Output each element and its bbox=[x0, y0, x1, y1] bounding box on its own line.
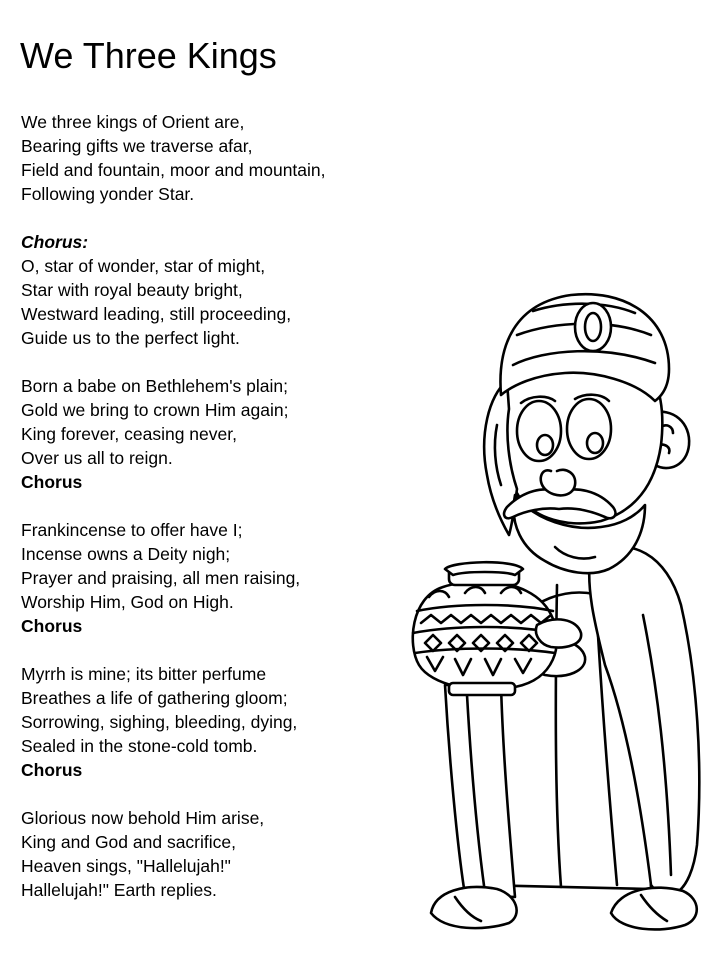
stanza-4 bbox=[21, 662, 326, 782]
turban-jewel-inner bbox=[585, 313, 601, 341]
lyric-line: Worship Him, God on High. bbox=[21, 592, 234, 612]
chorus-label: Chorus: bbox=[21, 232, 89, 252]
left-foot bbox=[431, 887, 517, 928]
stanza-5 bbox=[21, 806, 326, 902]
chorus-ref: Chorus bbox=[21, 760, 83, 780]
lyric-line: Guide us to the perfect light. bbox=[21, 328, 240, 348]
nose bbox=[541, 470, 575, 496]
lyric-line: Sealed in the stone-cold tomb. bbox=[21, 736, 258, 756]
page-title: We Three Kings bbox=[20, 35, 277, 76]
lyric-line: Field and fountain, moor and mountain, bbox=[21, 160, 326, 180]
left-pupil bbox=[537, 435, 553, 455]
lyric-line: O, star of wonder, star of might, bbox=[21, 256, 266, 276]
lyric-line: Gold we bring to crown Him again; bbox=[21, 400, 289, 420]
lyric-line: Heaven sings, "Hallelujah!" bbox=[21, 856, 231, 876]
stanza-2 bbox=[21, 374, 326, 494]
lyric-line: Sorrowing, sighing, bleeding, dying, bbox=[21, 712, 298, 732]
lyric-line: Star with royal beauty bright, bbox=[21, 280, 243, 300]
lyric-line: Over us all to reign. bbox=[21, 448, 173, 468]
chorus-ref: Chorus bbox=[21, 616, 83, 636]
lyric-line: Incense owns a Deity nigh; bbox=[21, 544, 231, 564]
stanza-1 bbox=[21, 110, 326, 206]
lyrics bbox=[21, 110, 326, 926]
stanza-3 bbox=[21, 518, 326, 638]
lyric-line: Following yonder Star. bbox=[21, 184, 195, 204]
lyric-line: We three kings of Orient are, bbox=[21, 112, 245, 132]
left-hand bbox=[536, 619, 581, 647]
lyric-line: Breathes a life of gathering gloom; bbox=[21, 688, 288, 708]
lyric-line: King forever, ceasing never, bbox=[21, 424, 237, 444]
king-holding-jar-icon bbox=[405, 285, 715, 935]
lyric-line: Glorious now behold Him arise, bbox=[21, 808, 265, 828]
jar-base bbox=[449, 683, 515, 695]
right-foot bbox=[611, 888, 697, 930]
lyric-line: Frankincense to offer have I; bbox=[21, 520, 243, 540]
right-pupil bbox=[587, 433, 603, 453]
stanza-chorus bbox=[21, 230, 326, 350]
lyric-line: King and God and sacrifice, bbox=[21, 832, 236, 852]
lyric-line: Born a babe on Bethlehem's plain; bbox=[21, 376, 288, 396]
lyric-line: Myrrh is mine; its bitter perfume bbox=[21, 664, 267, 684]
jar-rim bbox=[445, 562, 523, 575]
lyric-line: Prayer and praising, all men raising, bbox=[21, 568, 301, 588]
lyric-line: Westward leading, still proceeding, bbox=[21, 304, 292, 324]
lyric-line: Bearing gifts we traverse afar, bbox=[21, 136, 253, 156]
chorus-ref: Chorus bbox=[21, 472, 83, 492]
lyric-line: Hallelujah!" Earth replies. bbox=[21, 880, 217, 900]
